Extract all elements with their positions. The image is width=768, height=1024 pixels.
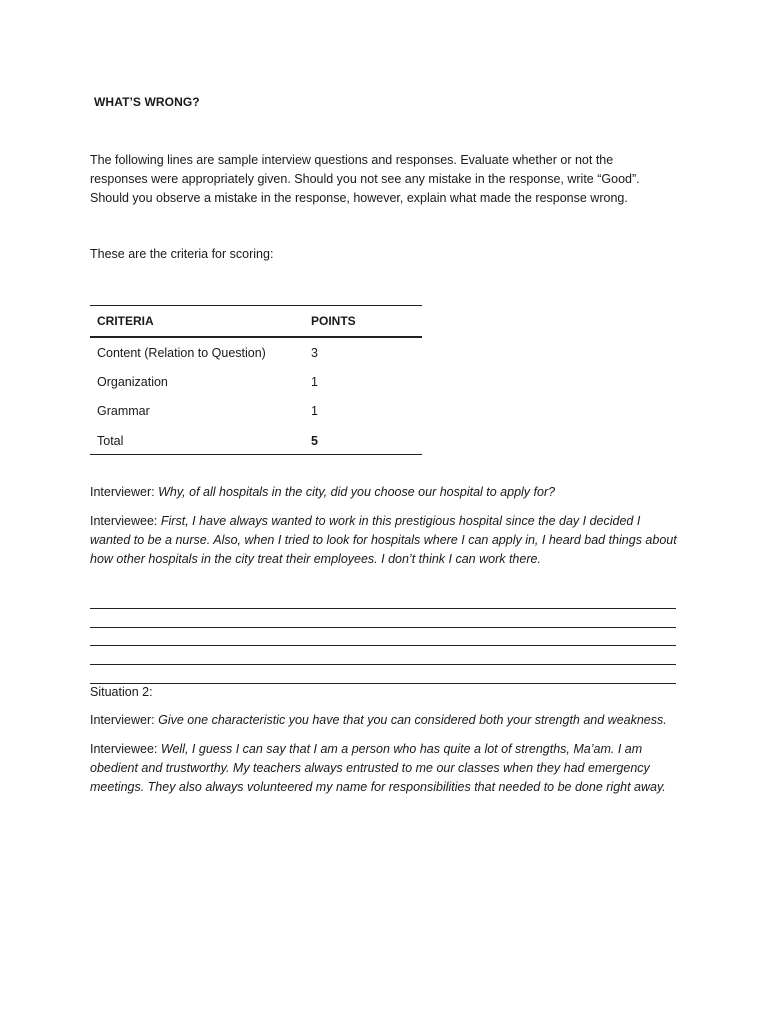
criteria-intro-text: These are the criteria for scoring: [90,247,274,261]
interviewee-response: Well, I guess I can say that I am a person who has quite a lot of strengths, Ma’am. I am obedient and trustworthy. My teachers always entrusted to me our classes when they had emergency meetings. They also always volunteered my name for responsibilities that needed to be done right away. [90,742,666,794]
interviewee-label: Interviewee: [90,514,158,528]
answer-line[interactable] [90,609,676,628]
situation2-heading: Situation 2: [90,685,153,699]
interviewer-question: Give one characteristic you have that you can considered both your strength and weakness. [158,713,667,727]
table-row [90,367,422,396]
answer-line[interactable] [90,646,676,665]
answer-line[interactable] [90,628,676,647]
scoring-criteria-table [90,305,422,455]
criteria-cell: Organization [97,374,168,389]
interviewer-label: Interviewer: [90,713,155,727]
table-row [90,338,422,367]
points-cell: 1 [311,374,318,389]
table-row-total [90,426,422,455]
criteria-header: CRITERIA [97,314,154,328]
situation2-interviewer-line [90,711,680,730]
situation1-interviewee-line [90,512,680,569]
interviewer-label: Interviewer: [90,485,155,499]
table-row [90,397,422,426]
answer-line[interactable] [90,665,676,684]
situation2-interviewee-line [90,740,680,797]
situation1-interviewer-line [90,483,680,502]
interviewer-question: Why, of all hospitals in the city, did you choose our hospital to apply for? [158,485,556,499]
answer-line[interactable] [90,590,676,609]
points-header: POINTS [311,314,356,328]
table-header-row [90,306,422,338]
answer-lines[interactable] [90,590,676,684]
criteria-cell: Content (Relation to Question) [97,345,266,360]
points-cell: 3 [311,345,318,360]
points-cell: 1 [311,404,318,419]
interviewee-label: Interviewee: [90,742,158,756]
total-points-cell: 5 [311,433,318,448]
criteria-cell: Grammar [97,404,150,419]
worksheet-title: WHAT’S WRONG? [94,95,200,109]
instructions-paragraph: The following lines are sample interview questions and responses. Evaluate whether or not the responses were appropriately given. Should you not see any mistake in the response, write “Good”. Should you observe a mistake in the response, however, explain what made the response wrong. [90,153,640,205]
interviewee-response: First, I have always wanted to work in this prestigious hospital since the day I decided I wanted to be a nurse. Also, when I tried to look for hospitals where I can apply in, I heard bad things about how other hospitals in the city treat their employees. I don’t think I can work there. [90,514,677,566]
criteria-cell: Total [97,433,124,448]
